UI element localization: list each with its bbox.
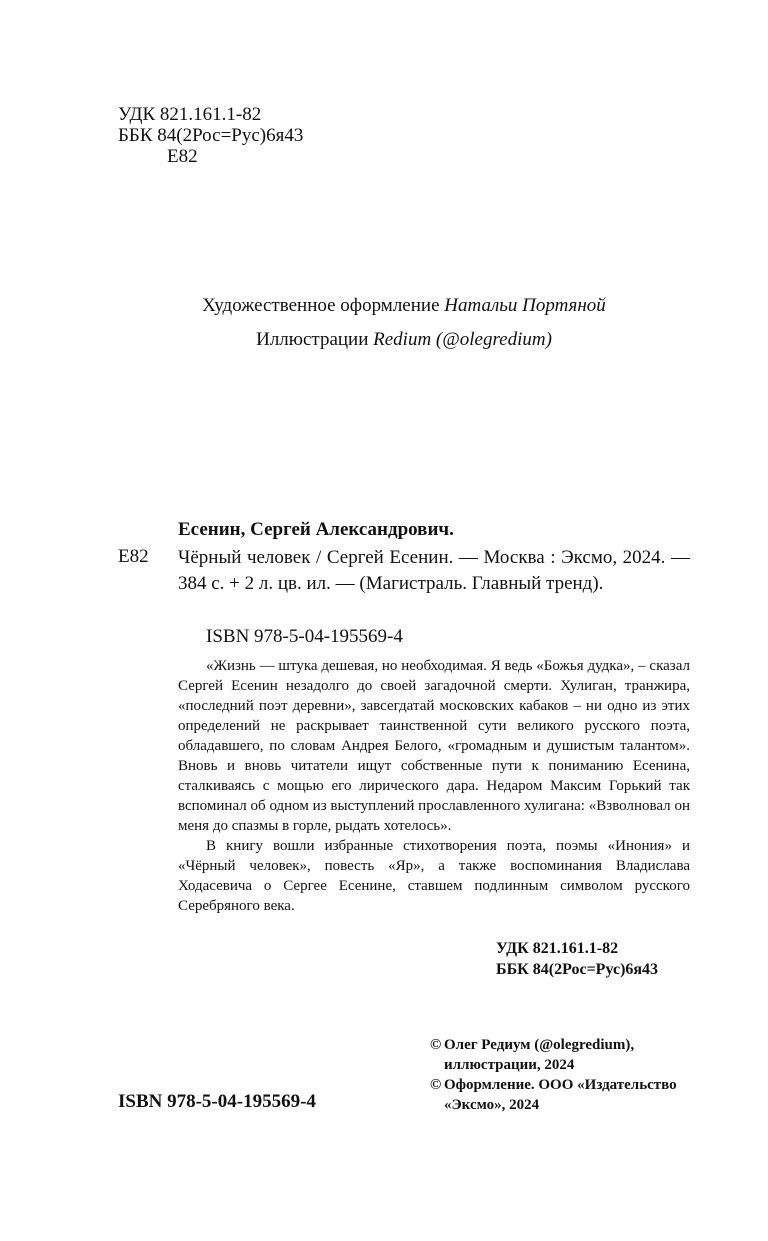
record-bbk: ББК 84(2Рос=Рус)6я43 xyxy=(496,961,659,978)
copyright-block xyxy=(430,1035,677,1115)
illustrations-credit xyxy=(0,329,768,351)
annotation-paragraph-1: «Жизнь — штука дешевая, но необходимая. Я ведь «Божья дудка», – сказал Сергей Есенин незадолго до своей загадочной смерти. Хулиган, транжира, «последний поэт деревни», завсегдатай московских кабаков – ни одно из этих определений не раскрывает таинственной сути великого русского поэта, обладавшего, по словам Андрея Белого, «громадным и душистым талантом». Вновь и вновь читатели ищут собственные пути к пониманию Есенина, сталкиваясь с мощью его лирического дара. Недаром Максим Горький так вспоминал об одном из выступлений прославленного хулигана: «Взволновал он меня до спазмы в горле, рыдать хотелось». xyxy=(178,658,690,834)
bbk-code: ББК 84(2Рос=Рус)6я43 xyxy=(118,125,304,146)
copyright-line xyxy=(430,1075,677,1095)
author-heading: Есенин, Сергей Александрович. xyxy=(178,519,454,540)
classification-codes xyxy=(118,104,303,167)
copyright-text: Оформление. ООО «Издательство xyxy=(444,1077,677,1093)
footer-isbn: ISBN 978-5-04-195569-4 xyxy=(118,1091,316,1112)
copyright-text: Олег Редиум (@olegredium), xyxy=(444,1037,635,1053)
illustrations-credit-name: Redium (@olegredium) xyxy=(373,329,552,350)
copyright-line xyxy=(430,1035,677,1055)
author-mark: Е82 xyxy=(167,146,198,167)
design-credit-name: Натальи Портяной xyxy=(444,295,606,316)
record-codes xyxy=(496,938,658,980)
copyright-text: иллюстрации, 2024 xyxy=(444,1057,575,1073)
record-author-mark: Е82 xyxy=(118,546,149,567)
copyright-symbol: © xyxy=(430,1077,442,1093)
copyright-text: «Эксмо», 2024 xyxy=(444,1097,540,1113)
design-credit-label: Художественное оформление xyxy=(202,295,440,316)
copyright-line xyxy=(430,1055,677,1075)
copyright-symbol: © xyxy=(430,1037,442,1053)
illustrations-credit-label: Иллюстрации xyxy=(256,329,369,350)
annotation xyxy=(178,656,690,916)
udk-code: УДК 821.161.1-82 xyxy=(118,104,262,125)
design-credit xyxy=(0,295,768,317)
annotation-paragraph-2: В книгу вошли избранные стихотворения поэта, поэмы «Инония» и «Чёрный человек», повесть «Яр», а также воспоминания Владислава Ходасевича о Сергее Есенине, ставшем подлинным символом русского Серебряного века. xyxy=(178,838,690,914)
copyright-line xyxy=(430,1095,677,1115)
record-udk: УДК 821.161.1-82 xyxy=(496,940,619,957)
bibliographic-description: Чёрный человек / Сергей Есенин. — Москва : Эксмо, 2024. — 384 с. + 2 л. цв. ил. — (Магистраль. Главный тренд). xyxy=(178,547,690,594)
record-isbn: ISBN 978-5-04-195569-4 xyxy=(206,626,403,647)
